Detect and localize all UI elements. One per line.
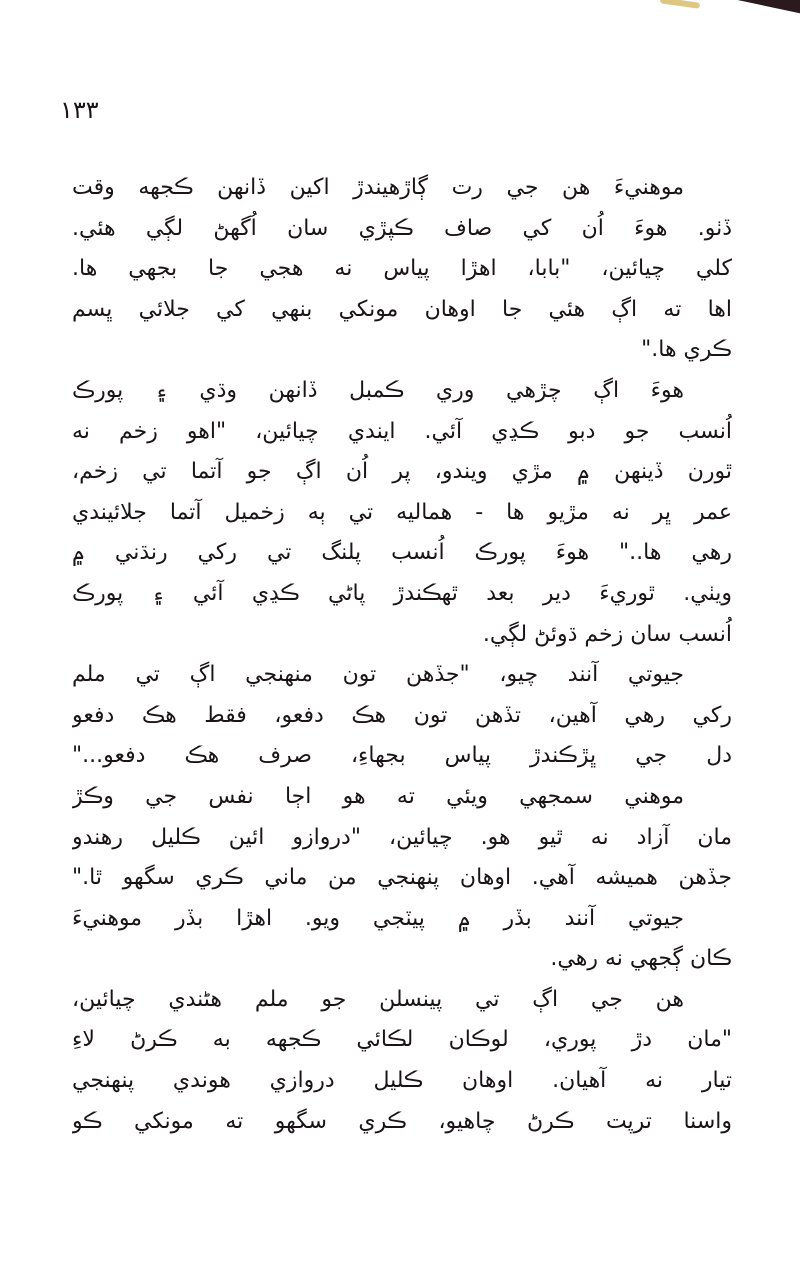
text-line: اها ته اڳ هئي جا اوهان مونکي بنهي کي جلائي ڀسم (72, 296, 732, 322)
text-line: جيوتي آنند چيو، "جڏهن تون منهنجي اڳ تي ملم (72, 662, 684, 688)
text-line: واسنا ترپت ڪرڻ چاهيو، ڪري سگهو ته مونکي ڪو (72, 1108, 732, 1134)
text-line: هن جي اڳ تي پينسلن جو ملم هڻندي چيائين، (72, 986, 684, 1012)
text-line: دل جي ڀڙڪندڙ پياس بجهاءِ، صرف هڪ دفعو..." (72, 743, 732, 769)
page-corner-highlight (660, 0, 700, 9)
text-line: کلي چيائين، "بابا، اهڙا پياس نه هجي جا بجهي ها. (72, 256, 732, 282)
text-line: ڪان ڳجهي نه رهي. (550, 946, 732, 972)
text-line: مان آزاد نه ٿيو هو. چيائين، "دروازو ائين ڪليل رهندو (72, 824, 732, 850)
text-line: تيار نه آهيان. اوهان ڪليل دروازي هوندي پنهنجي (72, 1068, 732, 1094)
text-line: جيوتي آنند بڏر ۾ پيٽجي ويو. اهڙا بڏر موهنيءَ (72, 905, 684, 931)
text-line: هوءَ اڳ چڙهي وري ڪمبل ڏانهن وڌي ۽ پورڪ (72, 377, 684, 403)
text-line: "مان دڙ پوري، لوڪان لڪائي ڪجهه به ڪرڻ لاءِ (72, 1027, 732, 1053)
page-corner-shadow (608, 0, 800, 18)
text-line: ويٺي. ٿوريءَ دير بعد ٿهڪندڙ پاڻي ڪڍي آئي ۽ پورڪ (72, 580, 732, 606)
text-line: ڪري ها." (641, 337, 732, 363)
text-line: اُنسب سان زخم ڌوئڻ لڳي. (482, 621, 732, 647)
text-line: اُنسب جو دبو ڪڍي آئي. ايندي چيائين، "اهو زخم نه (72, 418, 732, 444)
page-number: ١٣٣ (60, 96, 99, 124)
text-line: عمر ڀر نه مڙيو ها - هماليه تي ٻه زخميل آتما جلائيندي (72, 499, 732, 525)
text-line: ڏٺو. هوءَ اُن کي صاف ڪپڙي سان اُگهڻ لڳي هئي. (72, 215, 732, 241)
text-line: موهنيءَ هن جي رت ڳاڙهيندڙ اکين ڏانهن ڪجهه وقت (72, 175, 684, 200)
text-line: موهني سمجهي ويئي ته هو اڄا نفس جي وڪڙ (72, 783, 684, 809)
text-line: جڏهن هميشه آهي. اوهان پنهنجي من ماني ڪري سگهو ٿا." (72, 865, 732, 891)
body-text (72, 168, 732, 1142)
text-line: رهي ها.." هوءَ پورڪ اُنسب پلنگ تي رکي رنڌني ۾ (72, 540, 732, 566)
text-line: ٿورن ڏينهن ۾ مڙي ويندو، پر اُن اڳ جو آتما تي زخم، (72, 459, 732, 485)
text-line: رکي رهي آهين، تڏهن تون هڪ دفعو، فقط هڪ دفعو (72, 702, 732, 728)
